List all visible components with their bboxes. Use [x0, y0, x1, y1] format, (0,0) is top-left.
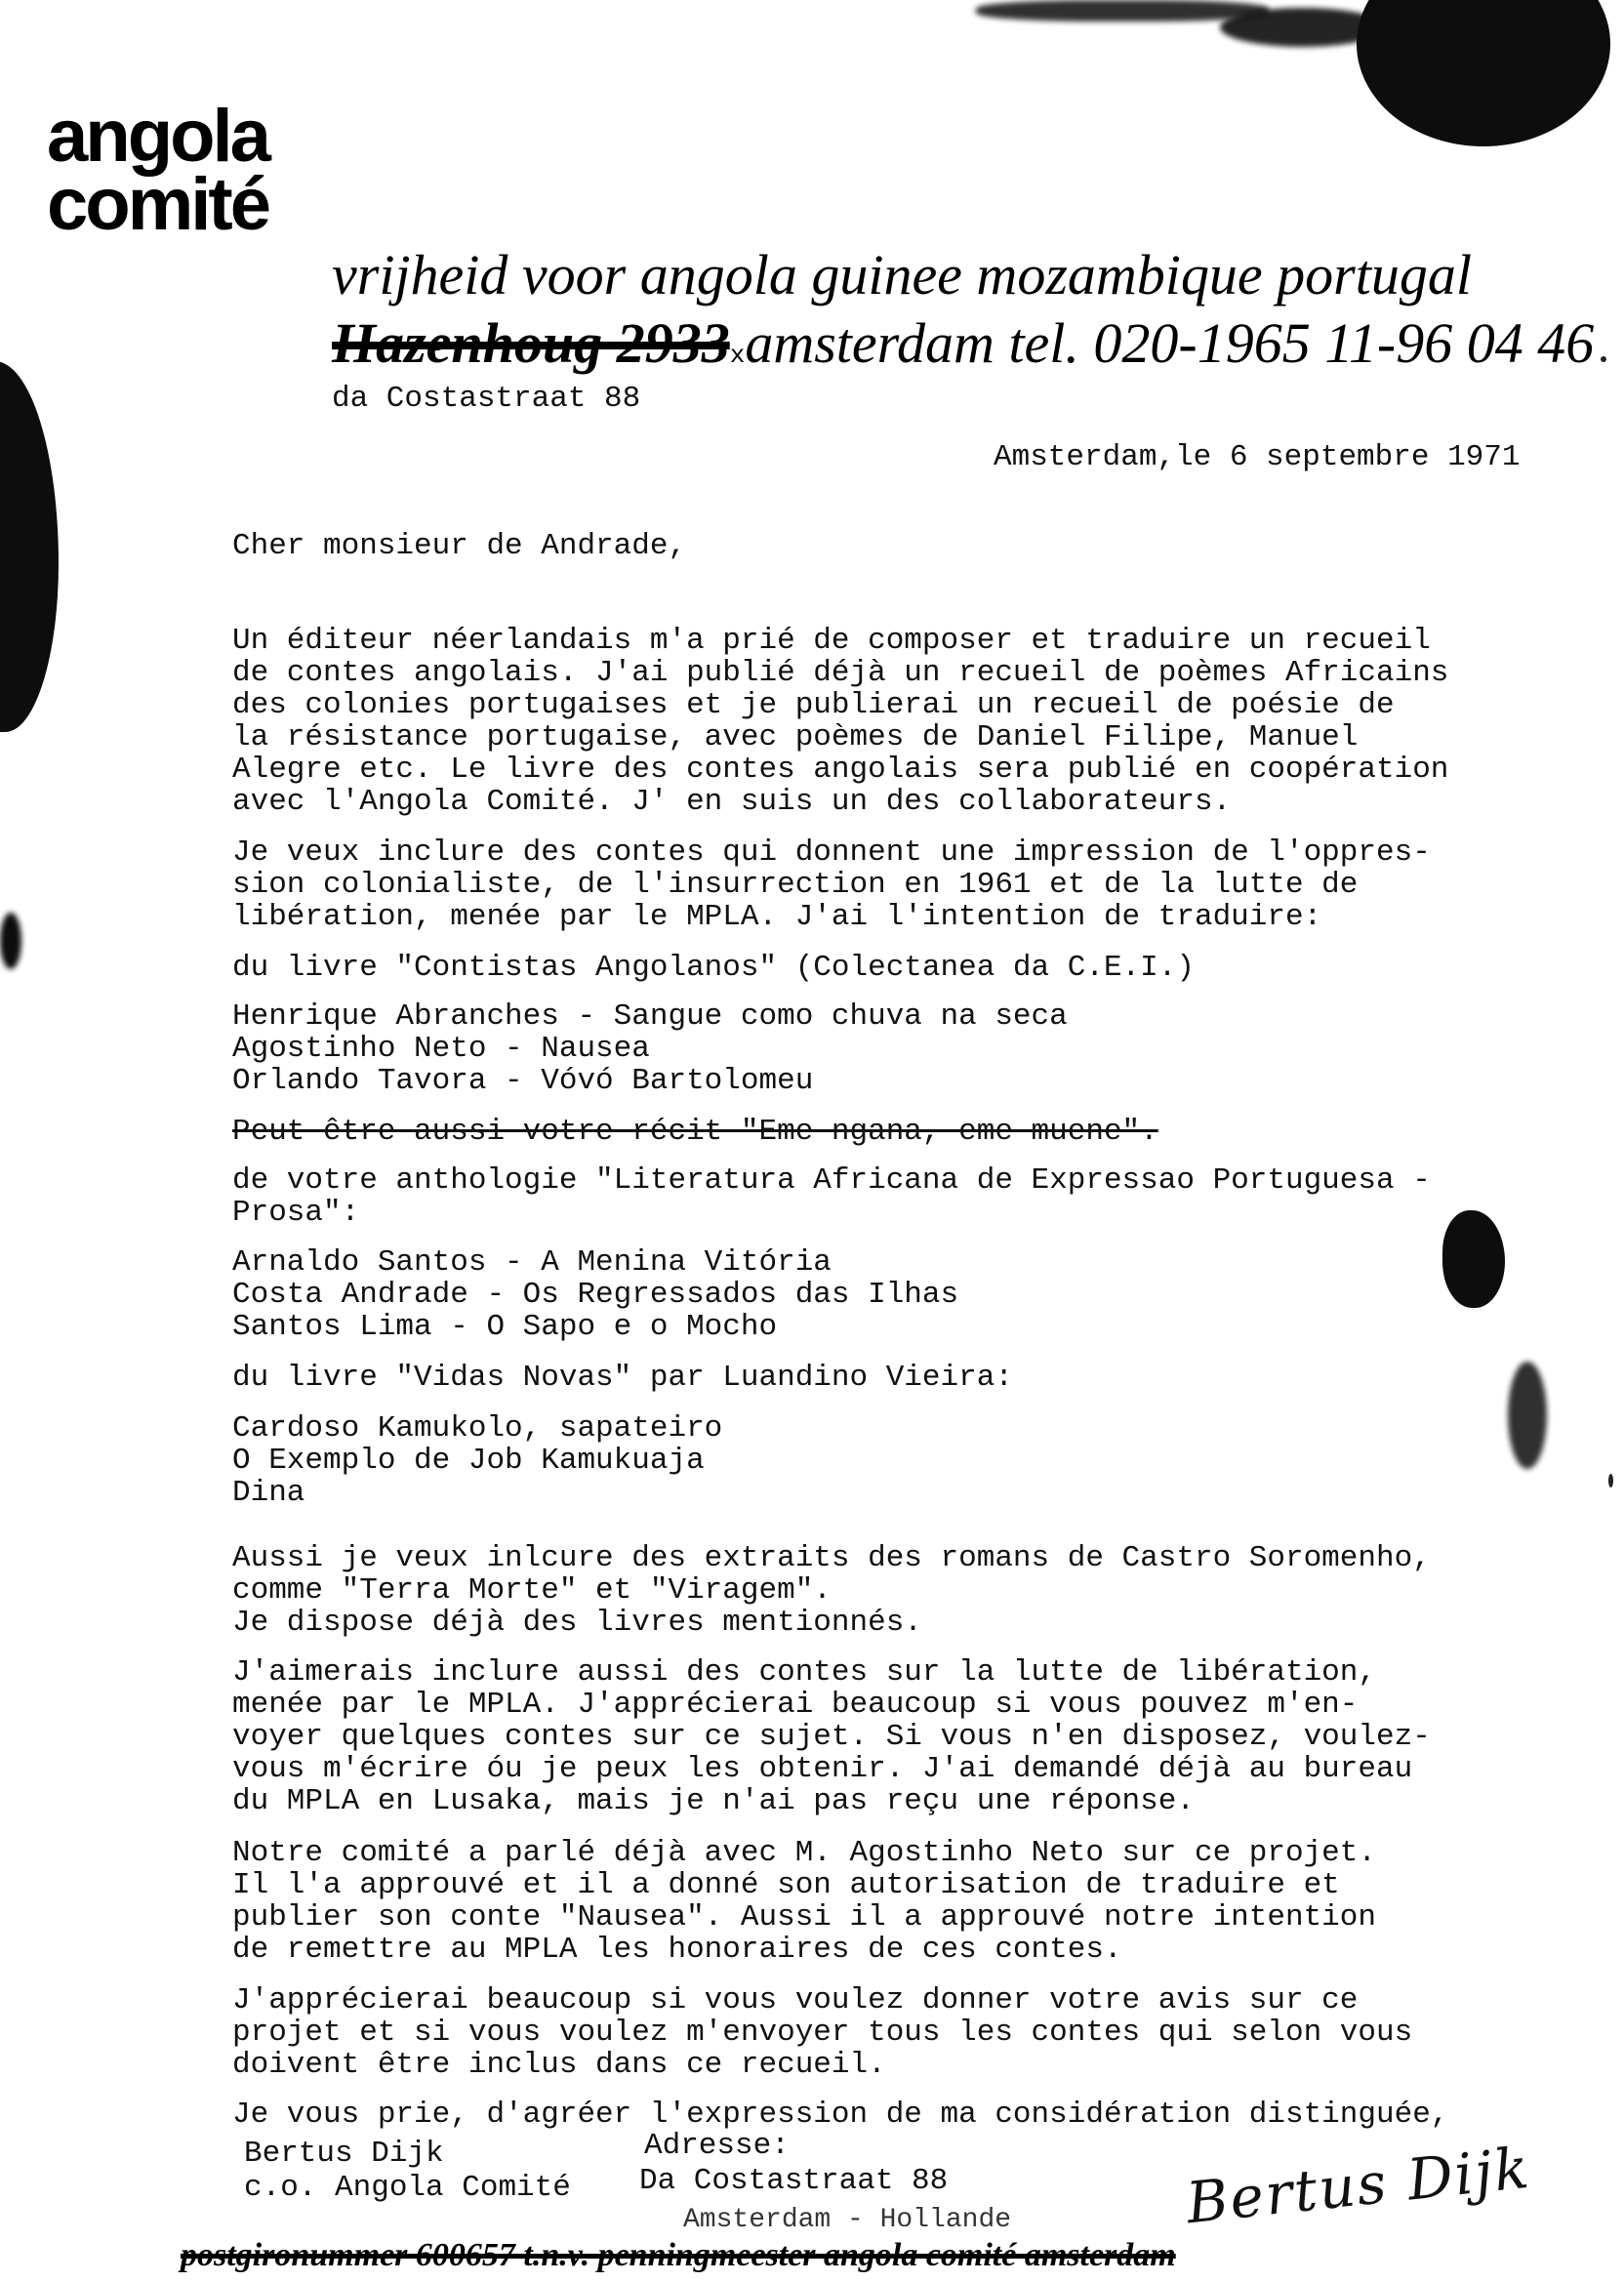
date-line: Amsterdam,le 6 septembre 1971	[994, 440, 1521, 474]
text-line: Je veux inclure des contes qui donnent une impression de l'oppres-	[232, 835, 1431, 870]
list-item: Santos Lima - O Sapo e o Mocho	[232, 1310, 778, 1344]
list-item: Dina	[232, 1476, 305, 1510]
angola-comite-logo	[47, 95, 268, 246]
text-line: comme "Terra Morte" et "Viragem".	[232, 1573, 832, 1608]
copy-speck	[1601, 356, 1606, 362]
text-line: de contes angolais. J'ai publié déjà un recueil de poèmes Africains	[232, 656, 1449, 690]
text-line: Je dispose déjà des livres mentionnés.	[232, 1606, 922, 1640]
letterhead-phone: tel. 020-1965 11-96 04 46	[1008, 311, 1595, 375]
paragraph-7	[232, 1656, 1431, 1817]
text-line: publier son conte "Nausea". Aussi il a approuvé notre intention	[232, 1900, 1376, 1935]
text-line: Un éditeur néerlandais m'a prié de composer et traduire un recueil	[232, 624, 1431, 658]
handwritten-signature: Bertus Dijk	[1183, 2134, 1534, 2237]
struck-x-mark: x	[729, 341, 746, 370]
copy-artifact-top-edge	[976, 0, 1269, 21]
text-line: sion colonialiste, de l'insurrection en 1961 et de la lutte de	[232, 868, 1359, 902]
text-line: libération, menée par le MPLA. J'ai l'intention de traduire:	[232, 900, 1322, 934]
logo-line-comite: comité	[47, 163, 268, 246]
text-line: Prosa":	[232, 1196, 360, 1230]
text-line: Je vous prie, d'agréer l'expression de ma considération distinguée,	[232, 2098, 1449, 2132]
text-line: la résistance portugaise, avec poèmes de Daniel Filipe, Manuel	[232, 720, 1359, 754]
text-line: doivent être inclus dans ce recueil.	[232, 2048, 886, 2082]
paragraph-5	[232, 1362, 1013, 1394]
list-item: Orlando Tavora - Vóvó Bartolomeu	[232, 1064, 814, 1098]
paragraph-9	[232, 1984, 1412, 2081]
paragraph-8	[232, 1837, 1376, 1966]
paragraph-3	[232, 952, 1195, 984]
text-line: de remettre au MPLA les honoraires de ces contes.	[232, 1933, 1122, 1967]
struck-text-line: Peut-être aussi votre récit "Eme ngana, eme muene".	[232, 1115, 1158, 1149]
story-list-3	[232, 1412, 722, 1509]
copy-artifact-right-spot-2	[1508, 1362, 1547, 1469]
text-line: vous m'écrire óu je peux les obtenir. J'ai demandé déjà au bureau	[232, 1752, 1413, 1786]
copy-artifact-top-right	[1357, 0, 1610, 146]
text-line: projet et si vous voulez m'envoyer tous les contes qui selon vous	[232, 2016, 1413, 2050]
paragraph-6	[232, 1542, 1431, 1639]
letterhead-slogan: vrijheid voor angola guinee mozambique portugal	[332, 243, 1472, 306]
text-line: des colonies portugaises et je publierai un recueil de poésie de	[232, 688, 1395, 722]
text-line: menée par le MPLA. J'apprécierai beaucoup si vous pouvez m'en-	[232, 1688, 1359, 1722]
story-list-2	[232, 1246, 958, 1343]
sender-name: Bertus Dijk	[244, 2137, 444, 2171]
list-item: Cardoso Kamukolo, sapateiro	[232, 1411, 723, 1446]
address-city: Amsterdam - Hollande	[683, 2205, 1012, 2235]
copy-artifact-left-spot	[0, 913, 21, 969]
text-line: avec l'Angola Comité. J' en suis un des collaborateurs.	[232, 785, 1232, 819]
list-item: Arnaldo Santos - A Menina Vitória	[232, 1245, 832, 1280]
copy-speck	[1608, 1474, 1613, 1487]
logo-line-angola: angola	[47, 95, 268, 178]
text-line: Aussi je veux inlcure des extraits des romans de Castro Soromenho,	[232, 1541, 1431, 1575]
list-item: Costa Andrade - Os Regressados das Ilhas	[232, 1278, 959, 1312]
text-line: J'apprécierai beaucoup si vous voulez donner votre avis sur ce	[232, 1983, 1359, 2017]
letterhead-city: amsterdam	[745, 311, 995, 375]
text-line: Notre comité a parlé déjà avec M. Agostinho Neto sur ce projet.	[232, 1836, 1376, 1870]
text-line: du livre "Vidas Novas" par Luandino Vieira:	[232, 1361, 1013, 1395]
text-line: Il l'a approuvé et il a donné son autorisation de traduire et	[232, 1868, 1340, 1902]
struck-line-block	[232, 1116, 1158, 1148]
paragraph-2	[232, 836, 1431, 933]
typed-new-address: da Costastraat 88	[332, 382, 641, 416]
list-item: O Exemplo de Job Kamukuaja	[232, 1444, 705, 1478]
address-street: Da Costastraat 88	[639, 2164, 949, 2198]
struck-footer-line: postgironummer 600657 t.n.v. penningmeester angola comité amsterdam	[181, 2237, 1176, 2273]
list-item: Henrique Abranches - Sangue como chuva na seca	[232, 999, 1068, 1034]
text-line: du livre "Contistas Angolanos" (Colectanea da C.E.I.)	[232, 951, 1195, 985]
address-label: Adresse:	[644, 2129, 790, 2163]
sender-org: c.o. Angola Comité	[244, 2171, 571, 2205]
text-line: de votre anthologie "Literatura Africana de Expressao Portuguesa -	[232, 1163, 1431, 1198]
paragraph-1	[232, 625, 1448, 818]
list-item: Agostinho Neto - Nausea	[232, 1032, 650, 1066]
text-line: Alegre etc. Le livre des contes angolais sera publié en coopération	[232, 753, 1449, 787]
text-line: du MPLA en Lusaka, mais je n'ai pas reçu une réponse.	[232, 1784, 1195, 1818]
story-list-1	[232, 1000, 1068, 1097]
salutation: Cher monsieur de Andrade,	[232, 529, 687, 563]
text-line: J'aimerais inclure aussi des contes sur la lutte de libération,	[232, 1655, 1376, 1690]
letterhead-address-line	[332, 310, 1594, 376]
copy-artifact-top-edge-2	[1220, 8, 1386, 47]
text-line: voyer quelques contes sur ce sujet. Si vous n'en disposez, voulez-	[232, 1720, 1431, 1754]
copy-artifact-right-spot	[1442, 1210, 1505, 1308]
closing-line	[232, 2099, 1448, 2131]
paragraph-4	[232, 1164, 1431, 1229]
struck-old-address: Hazenhoug 2933	[332, 311, 730, 375]
